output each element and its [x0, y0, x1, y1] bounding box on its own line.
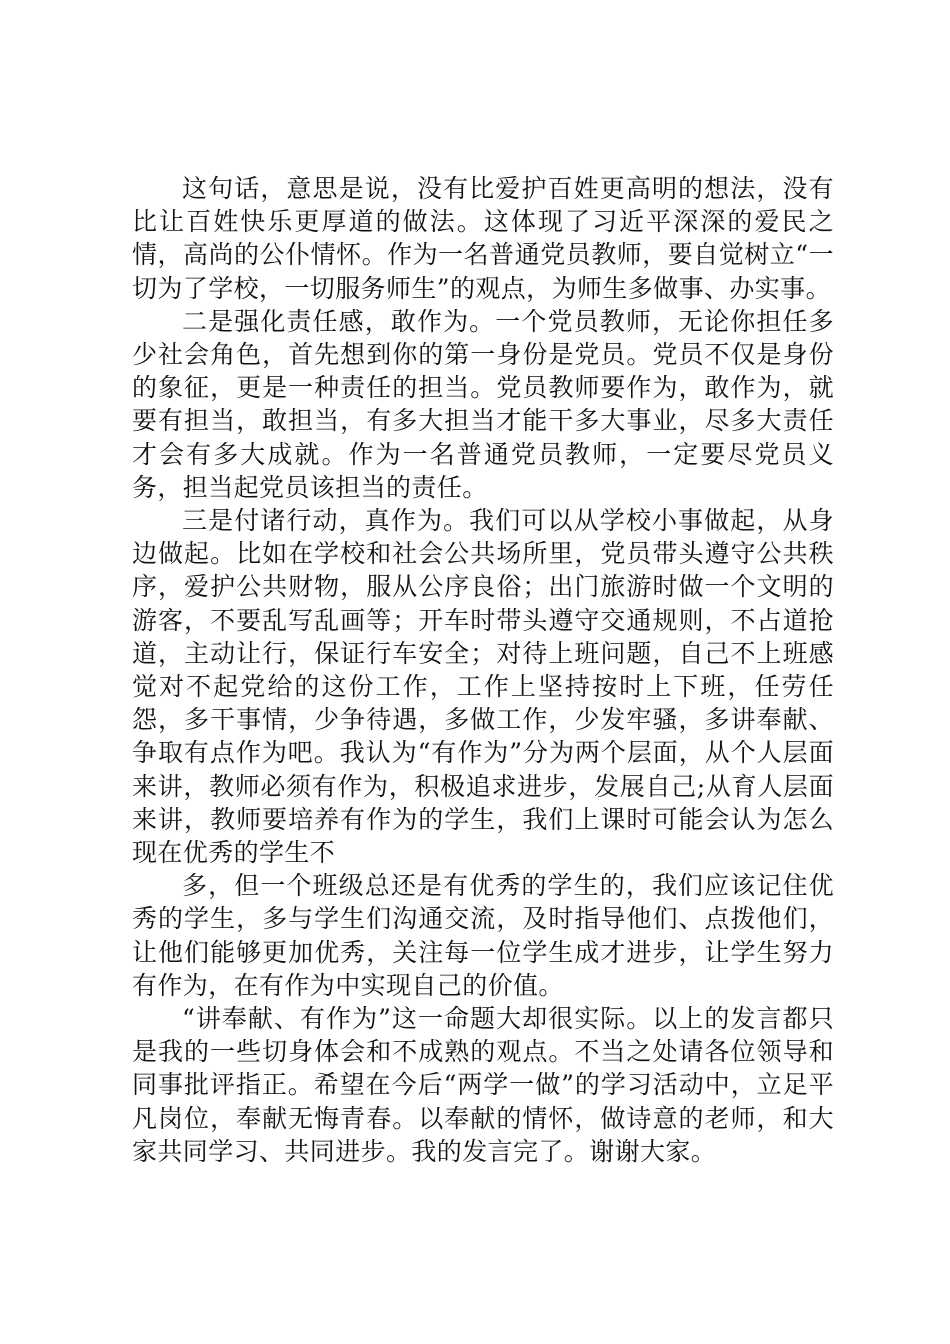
- paragraph-1: 这句话，意思是说，没有比爱护百姓更高明的想法，没有比让百姓快乐更厚道的做法。这体现了习近平深深的爱民之情，高尚的公仆情怀。作为一名普通党员教师，要自觉树立“一切为了学校，一切服务师生”的观点，为师生多做事、办实事。: [132, 174, 834, 303]
- paragraph-2: 二是强化责任感，敢作为。一个党员教师，无论你担任多少社会角色，首先想到你的第一身份是党员。党员不仅是身份的象征，更是一种责任的担当。党员教师要作为，敢作为，就要有担当，敢担当，有多大担当才能干多大事业，尽多大责任才会有多大成就。作为一名普通党员教师，一定要尽党员义务，担当起党员该担当的责任。: [132, 306, 834, 502]
- paragraph-4: 多，但一个班级总还是有优秀的学生的，我们应该记住优秀的学生，多与学生们沟通交流，及时指导他们、点拨他们，让他们能够更加优秀，关注每一位学生成才进步，让学生努力有作为，在有作为中实现自己的价值。: [132, 871, 834, 1000]
- document-body: [132, 172, 834, 1168]
- paragraph-5: “讲奉献、有作为”这一命题大却很实际。以上的发言都只是我的一些切身体会和不成熟的观点。不当之处请各位领导和同事批评指正。希望在今后“两学一做”的学习活动中，立足平凡岗位，奉献无悔青春。以奉献的情怀，做诗意的老师，和大家共同学习、共同进步。我的发言完了。谢谢大家。: [132, 1004, 834, 1166]
- paragraph-3: 三是付诸行动，真作为。我们可以从学校小事做起，从身边做起。比如在学校和社会公共场所里，党员带头遵守公共秩序，爱护公共财物，服从公序良俗；出门旅游时做一个文明的游客，不要乱写乱画等；开车时带头遵守交通规则，不占道抢道，主动让行，保证行车安全；对待上班问题，自己不上班感觉对不起党给的这份工作，工作上坚持按时上下班，任劳任怨，多干事情，少争待遇，多做工作，少发牢骚，多讲奉献、争取有点作为吧。我认为“有作为”分为两个层面，从个人层面来讲，教师必须有作为，积极追求进步，发展自己;从育人层面来讲，教师要培养有作为的学生，我们上课时可能会认为怎么现在优秀的学生不: [132, 506, 834, 868]
